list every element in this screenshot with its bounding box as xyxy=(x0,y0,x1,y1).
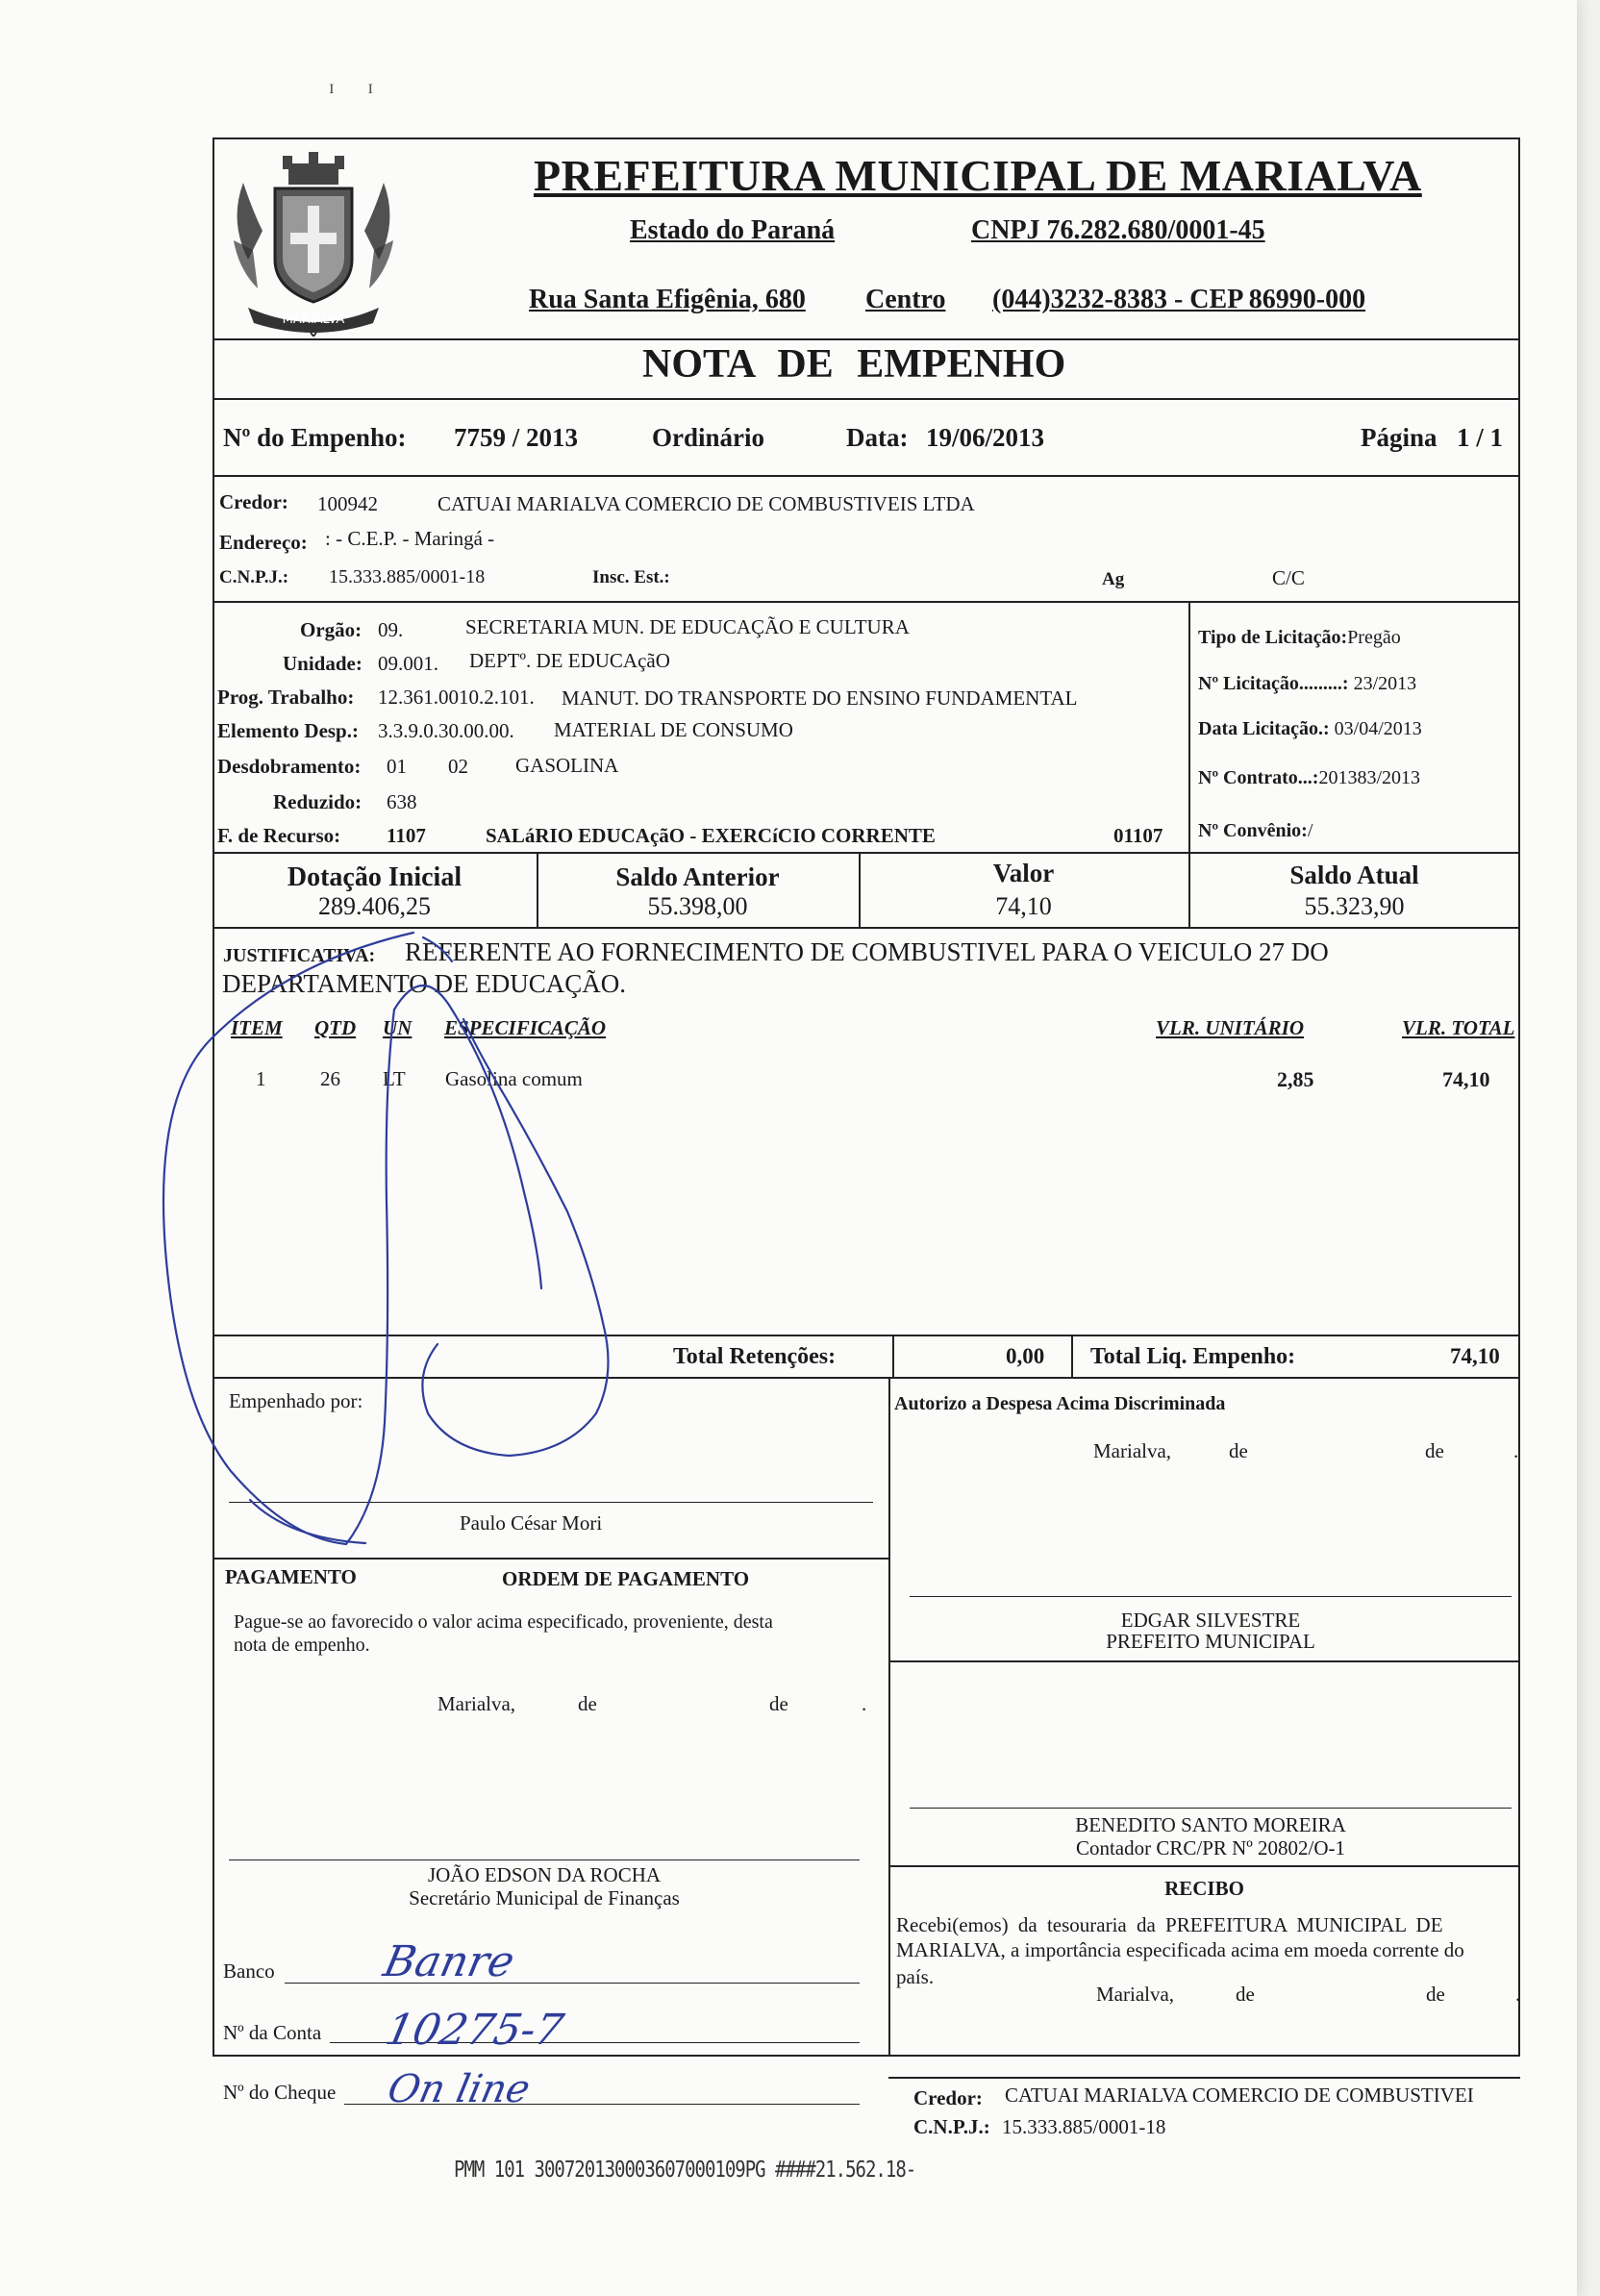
recurso-code: 1107 xyxy=(387,824,426,847)
footer-code: PMM 101 300720130003607000109PG ####21.562.18- xyxy=(454,2157,916,2184)
header-cnpj: CNPJ 76.282.680/0001-45 xyxy=(971,215,1265,245)
secretario-role: Secretário Municipal de Finanças xyxy=(409,1886,680,1909)
empenhado-label: Empenhado por: xyxy=(229,1389,363,1412)
recibo-dot: . xyxy=(1515,1983,1521,2006)
signature-line xyxy=(910,1808,1512,1809)
prog-trabalho-name: MANUT. DO TRANSPORTE DO ENSINO FUNDAMENTAL xyxy=(562,686,1078,710)
elemento-code: 3.3.9.0.30.00.00. xyxy=(378,719,514,742)
prog-trabalho-code: 12.361.0010.2.101. xyxy=(378,686,535,709)
col-header-un: UN xyxy=(383,1016,412,1039)
recibo-credor: CATUAI MARIALVA COMERCIO DE COMBUSTIVEI xyxy=(1005,2084,1474,2107)
conta-handwritten: 10275-7 xyxy=(381,2006,568,2055)
justificativa-line1: REFERENTE AO FORNECIMENTO DE COMBUSTIVEL PARA O VEICULO 27 DO xyxy=(405,937,1329,966)
pagamento-dot: . xyxy=(862,1692,867,1715)
credor-address: : - C.E.P. - Maringá - xyxy=(325,527,495,550)
divider xyxy=(212,927,1520,929)
saldo-anterior-value: 55.398,00 xyxy=(647,892,748,920)
justificativa-line2: DEPARTAMENTO DE EDUCAÇÃO. xyxy=(222,969,626,998)
autorizo-dot: . xyxy=(1513,1439,1519,1462)
saldo-anterior-label: Saldo Anterior xyxy=(615,862,780,891)
recibo-text2: MARIALVA, a importância especificada acima em moeda corrente do xyxy=(896,1938,1464,1961)
item-row-un: LT xyxy=(383,1067,406,1090)
header-state: Estado do Paraná xyxy=(630,215,836,245)
recurso-code2: 01107 xyxy=(1113,824,1163,847)
divider xyxy=(1188,601,1190,854)
recibo-de1: de xyxy=(1236,1983,1255,2006)
reduzido-value: 638 xyxy=(387,790,417,813)
top-mark: ɪ ɪ xyxy=(329,77,374,98)
divider xyxy=(212,1558,888,1560)
prefeito-role: PREFEITO MUNICIPAL xyxy=(1106,1630,1315,1653)
pagamento-city: Marialva, xyxy=(438,1692,516,1715)
licitacao-convenio: Nº Convênio:/ xyxy=(1198,820,1313,841)
col-header-qtd: QTD xyxy=(314,1016,357,1039)
prefeito-name: EDGAR SILVESTRE xyxy=(1120,1609,1301,1632)
contador-name: BENEDITO SANTO MOREIRA xyxy=(1075,1813,1346,1836)
credor-address-label: Endereço: xyxy=(219,531,308,554)
prog-trabalho-label: Prog. Trabalho: xyxy=(217,686,355,709)
item-row-item: 1 xyxy=(256,1067,266,1090)
banco-label: Banco xyxy=(223,1959,275,1983)
recurso-name: SALáRIO EDUCAçãO - EXERCíCIO CORRENTE xyxy=(486,824,936,847)
dotacao-value: 289.406,25 xyxy=(318,892,431,920)
autorizo-city: Marialva, xyxy=(1093,1439,1172,1462)
credor-label: Credor: xyxy=(219,490,288,513)
credor-code: 100942 xyxy=(317,492,378,515)
recibo-text3: país. xyxy=(896,1965,935,1988)
liquido-value: 74,10 xyxy=(1450,1344,1500,1368)
pagamento-text1: Pague-se ao favorecido o valor acima especificado, proveniente, desta xyxy=(234,1611,773,1633)
recibo-title: RECIBO xyxy=(1164,1877,1244,1900)
pagamento-text2: nota de empenho. xyxy=(234,1635,370,1656)
banco-line xyxy=(285,1983,860,1984)
retencoes-value: 0,00 xyxy=(1006,1344,1045,1368)
empenho-number-label: Nº do Empenho: xyxy=(223,423,407,452)
liquido-label: Total Liq. Empenho: xyxy=(1090,1344,1296,1369)
retencoes-label: Total Retenções: xyxy=(673,1344,837,1369)
elemento-label: Elemento Desp.: xyxy=(217,719,359,742)
doc-title: NOTA DE EMPENHO xyxy=(642,342,1066,387)
licitacao-data: Data Licitação.: 03/04/2013 xyxy=(1198,718,1422,739)
orgao-code: 09. xyxy=(378,618,404,641)
col-header-item: ITEM xyxy=(231,1016,283,1039)
municipal-crest-icon xyxy=(219,144,408,337)
divider xyxy=(212,398,1520,400)
item-row-spec: Gasolina comum xyxy=(445,1067,583,1090)
pagamento-de1: de xyxy=(578,1692,597,1715)
divider xyxy=(212,475,1520,477)
item-row-qtd: 26 xyxy=(320,1067,340,1090)
recibo-city: Marialva, xyxy=(1096,1983,1175,2006)
cheque-handwritten: On line xyxy=(384,2067,535,2111)
recibo-cnpj-label: C.N.P.J.: xyxy=(913,2115,990,2138)
header-phone-cep: (044)3232-8383 - CEP 86990-000 xyxy=(992,285,1366,314)
valor-label: Valor xyxy=(992,859,1055,887)
unidade-label: Unidade: xyxy=(283,652,362,675)
desdobramento-b: 02 xyxy=(448,755,468,778)
divider xyxy=(888,1377,890,2057)
desdobramento-name: GASOLINA xyxy=(515,754,619,777)
valor-value: 74,10 xyxy=(995,892,1052,920)
signature-line xyxy=(229,1502,873,1503)
empenho-number: 7759 / 2013 xyxy=(454,423,579,452)
contador-role: Contador CRC/PR Nº 20802/O-1 xyxy=(1075,1836,1346,1859)
conta-label: Nº da Conta xyxy=(223,2021,322,2044)
recibo-text1: Recebi(emos) da tesouraria da PREFEITURA MUNICIPAL DE xyxy=(896,1913,1443,1936)
signature-line xyxy=(229,1859,860,1860)
orgao-name: SECRETARIA MUN. DE EDUCAÇÃO E CULTURA xyxy=(465,615,910,638)
orgao-label: Orgão: xyxy=(300,618,362,641)
divider xyxy=(892,1335,894,1377)
justificativa-label: JUSTIFICATIVA: xyxy=(223,945,376,966)
reduzido-label: Reduzido: xyxy=(273,790,362,813)
empenhado-name: Paulo César Mori xyxy=(460,1511,603,1535)
empenho-page: 1 / 1 xyxy=(1457,423,1504,452)
licitacao-contrato: Nº Contrato...:201383/2013 xyxy=(1198,767,1421,788)
unidade-name: DEPTº. DE EDUCAçãO xyxy=(469,649,670,672)
recibo-de2: de xyxy=(1426,1983,1445,2006)
empenho-page-label: Página xyxy=(1361,423,1438,452)
recurso-label: F. de Recurso: xyxy=(217,824,341,847)
header-address: Rua Santa Efigênia, 680 xyxy=(529,285,806,314)
autorizo-de2: de xyxy=(1425,1439,1444,1462)
divider xyxy=(212,1335,1520,1336)
licitacao-num: Nº Licitação.........: 23/2013 xyxy=(1198,673,1417,694)
autorizo-de1: de xyxy=(1229,1439,1248,1462)
col-header-spec: ESPECIFICAÇÃO xyxy=(444,1016,607,1039)
signature-line xyxy=(910,1596,1512,1597)
divider xyxy=(888,1660,1520,1662)
recibo-credor-label: Credor: xyxy=(913,2086,983,2109)
svg-text:MARIALVA: MARIALVA xyxy=(282,312,345,327)
cheque-label: Nº do Cheque xyxy=(223,2081,337,2104)
recibo-cnpj: 15.333.885/0001-18 xyxy=(1002,2115,1166,2138)
empenho-date: 19/06/2013 xyxy=(926,423,1045,452)
saldo-atual-value: 55.323,90 xyxy=(1304,892,1405,920)
divider xyxy=(888,1865,1520,1867)
elemento-name: MATERIAL DE CONSUMO xyxy=(554,718,793,741)
desdobramento-label: Desdobramento: xyxy=(217,755,362,778)
divider xyxy=(212,1377,1520,1379)
item-row-total-value: 74,10 xyxy=(1442,1067,1490,1091)
credor-cc-label: C/C xyxy=(1272,566,1305,589)
col-header-unit-value: VLR. UNITÁRIO xyxy=(1156,1016,1305,1039)
autorizo-label: Autorizo a Despesa Acima Discriminada xyxy=(894,1393,1226,1414)
divider xyxy=(212,852,1520,854)
saldo-atual-label: Saldo Atual xyxy=(1289,861,1419,889)
credor-name: CATUAI MARIALVA COMERCIO DE COMBUSTIVEIS LTDA xyxy=(438,492,975,515)
header-title: PREFEITURA MUNICIPAL DE MARIALVA xyxy=(534,151,1422,200)
divider xyxy=(1071,1335,1073,1377)
dotacao-label: Dotação Inicial xyxy=(287,862,462,892)
credor-insc-label: Insc. Est.: xyxy=(592,567,670,587)
credor-ag-label: Ag xyxy=(1102,569,1125,589)
credor-cnpj-label: C.N.P.J.: xyxy=(219,567,289,587)
col-header-total-value: VLR. TOTAL xyxy=(1402,1016,1515,1039)
empenho-type: Ordinário xyxy=(652,423,765,452)
divider xyxy=(212,338,1520,340)
banco-handwritten: Banre xyxy=(379,1937,519,1986)
item-row-unit-value: 2,85 xyxy=(1277,1067,1314,1091)
unidade-code: 09.001. xyxy=(378,652,438,675)
desdobramento-a: 01 xyxy=(387,755,407,778)
divider xyxy=(888,2077,1520,2079)
empenho-date-label: Data: xyxy=(846,423,909,452)
licitacao-tipo-label: Tipo de Licitação:Pregão xyxy=(1198,627,1401,648)
pagamento-label: PAGAMENTO xyxy=(225,1565,357,1588)
header-district: Centro xyxy=(865,285,946,314)
credor-cnpj: 15.333.885/0001-18 xyxy=(329,566,486,587)
secretario-name: JOÃO EDSON DA ROCHA xyxy=(427,1863,662,1886)
pagamento-de2: de xyxy=(769,1692,788,1715)
divider xyxy=(212,601,1520,603)
ordem-pagamento-label: ORDEM DE PAGAMENTO xyxy=(502,1567,750,1590)
